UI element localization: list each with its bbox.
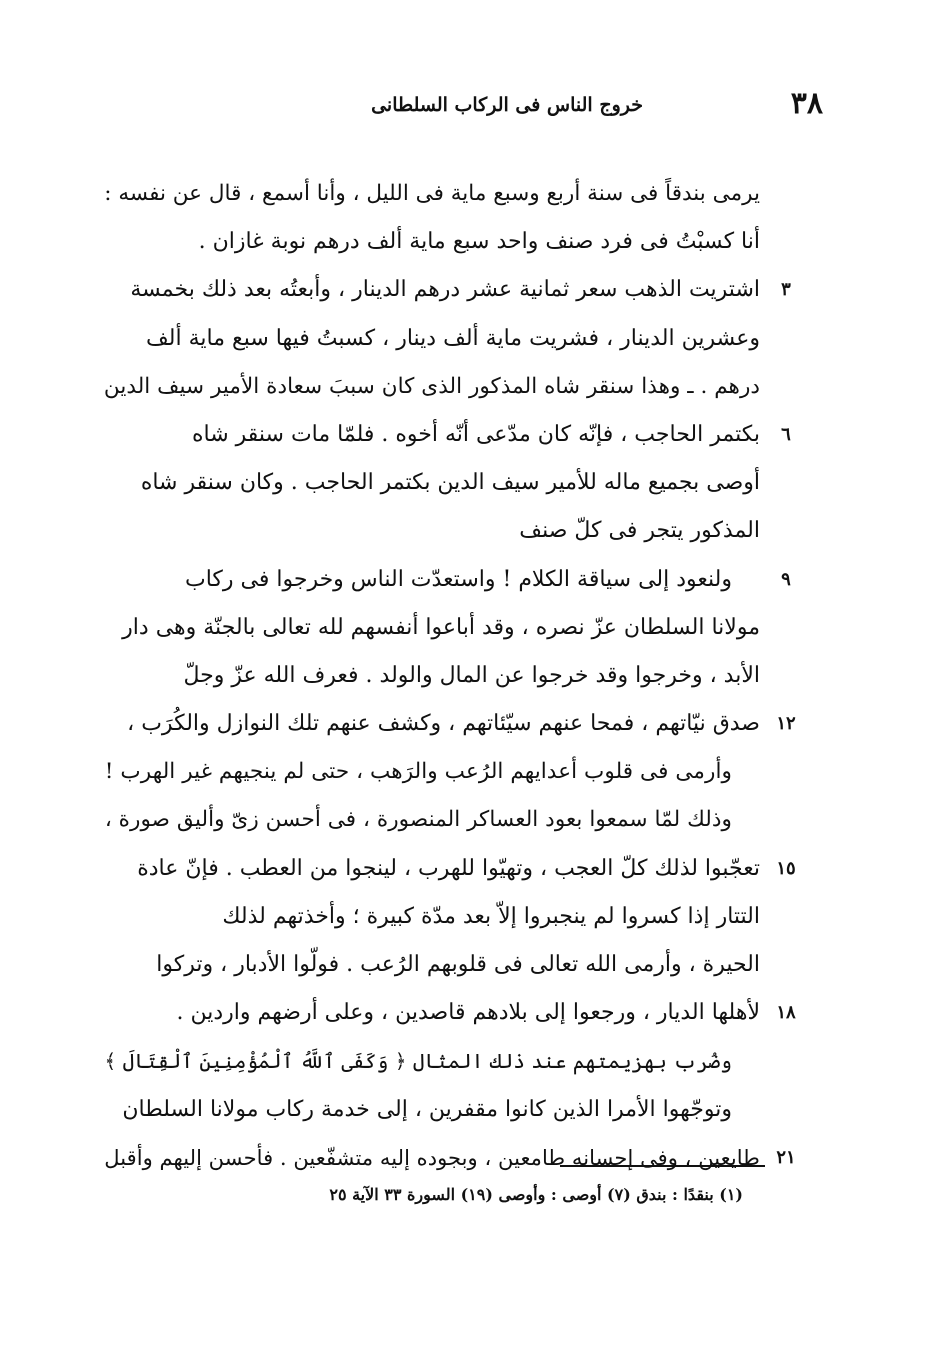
text-line	[104, 604, 760, 652]
text-line	[104, 266, 791, 314]
line-text: وضُرب بهزيمتهم عند ذلك المثال ﴿ وَكَفَى ٱللَّهُ ٱلْمُؤْمِنِينَ ٱلْقِتَالَ ﴾	[104, 1049, 732, 1074]
line-text: وعشرين الدينار ، فشريت ماية ألف دينار ، كسبتُ فيها سبع ماية ألف	[146, 325, 760, 351]
text-line	[104, 700, 796, 748]
line-text: مولانا السلطان عزّ نصره ، وقد أباعوا أنفسهم لله تعالى بالجنّة وهى دار	[122, 614, 760, 640]
line-text: ولنعود إلى سياقة الكلام ! واستعدّت الناس وخرجوا فى ركاب	[185, 566, 732, 592]
line-text: الأبد ، وخرجوا وقد خرجوا عن المال والولد . فعرف الله عزّ وجلّ	[183, 662, 760, 688]
text-line	[104, 556, 791, 604]
line-number: ١٨	[776, 1002, 796, 1024]
footnote: (١) بنقدًا : بندق (٧) أوصى : وأوصى (١٩) السورة ٣٣ الآية ٢٥	[329, 1185, 743, 1204]
line-text: المذكور يتجر فى كلّ صنف	[519, 518, 760, 544]
line-text: صدق نيّاتهم ، فمحا عنهم سيّئاتهم ، وكشف عنهم تلك النوازل والكُرَب ،	[127, 711, 760, 737]
running-title: خروج الناس فى الركاب السلطانى	[371, 94, 643, 116]
text-line	[104, 989, 796, 1037]
text-line	[104, 363, 760, 411]
line-number: ٢١	[776, 1146, 796, 1168]
line-text: طايعين ، وفى إحسانه طامعين ، وبجوده إليه متشفّعين . فأحسن إليهم وأقبل	[104, 1144, 760, 1170]
text-line	[104, 218, 760, 266]
line-text: التتار إذا كسروا لم ينجبروا إلاّ بعد مدّة كبيرة ؛ وأخذتهم لذلك	[222, 903, 760, 929]
text-line	[104, 796, 760, 844]
line-text: وتوجّهوا الأمرا الذين كانوا مقفرين ، إلى خدمة ركاب مولانا السلطان	[122, 1096, 732, 1122]
line-number: ١٢	[776, 713, 796, 735]
text-line	[104, 170, 760, 218]
text-line	[104, 748, 760, 796]
line-text: أنا كسبْتُ فى فرد صنف واحد سبع ماية ألف درهم نوبة غازان .	[198, 229, 760, 255]
footnote-separator	[560, 1165, 765, 1167]
line-text: بكتمر الحاجب ، فإنّه كان مدّعى أنّه أخوه . فلمّا مات سنقر شاه	[191, 421, 760, 447]
line-text: وذلك لمّا سمعوا بعود العساكر المنصورة ، فى أحسن زىّ وأليق صورة ،	[104, 807, 732, 833]
line-text: الحيرة ، وأرمى الله تعالى فى قلوبهم الرُعب . فولّوا الأدبار ، وتركوا	[156, 952, 760, 977]
line-text: اشتريت الذهب سعر ثمانية عشر درهم الدينار ، وأبعتُه بعد ذلك بخمسة	[130, 277, 760, 303]
line-number: ٣	[781, 279, 791, 301]
text-line	[104, 411, 791, 459]
main-text	[103, 170, 796, 1182]
page-number: ٣٨	[790, 86, 823, 121]
text-line	[104, 459, 760, 507]
text-line	[104, 507, 760, 555]
text-line	[104, 315, 760, 363]
page-header	[110, 84, 823, 128]
line-text: أوصى بجميع ماله للأمير سيف الدين بكتمر الحاجب . وكان سنقر شاه	[140, 470, 760, 496]
line-text: درهم . ـ وهذا سنقر شاه المذكور الذى كان سببَ سعادة الأمير سيف الدين	[103, 373, 760, 399]
line-number: ١٥	[776, 857, 796, 879]
line-text: لأهلها الديار ، ورجعوا إلى بلادهم قاصدين ، وعلى أرضهم واردين .	[176, 1000, 760, 1026]
text-line	[104, 1037, 760, 1085]
text-line	[104, 652, 760, 700]
text-line	[104, 1086, 760, 1134]
line-text: يرمى بندقاً فى سنة أربع وسبع ماية فى الليل ، وأنا أسمع ، قال عن نفسه :	[104, 181, 760, 206]
line-number: ٦	[781, 423, 791, 445]
line-text: وأرمى فى قلوب أعدايهم الرُعب والرَهب ، حتى لم ينجيهم غير الهرب !	[104, 759, 732, 785]
text-line	[104, 845, 796, 893]
text-line	[104, 1134, 796, 1182]
line-text: تعجّبوا لذلك كلّ العجب ، وتهيّوا للهرب ، لينجوا من العطب . فإنّ عادة	[137, 855, 760, 881]
line-number: ٩	[781, 568, 791, 590]
text-line	[104, 893, 760, 941]
text-line	[104, 941, 760, 989]
